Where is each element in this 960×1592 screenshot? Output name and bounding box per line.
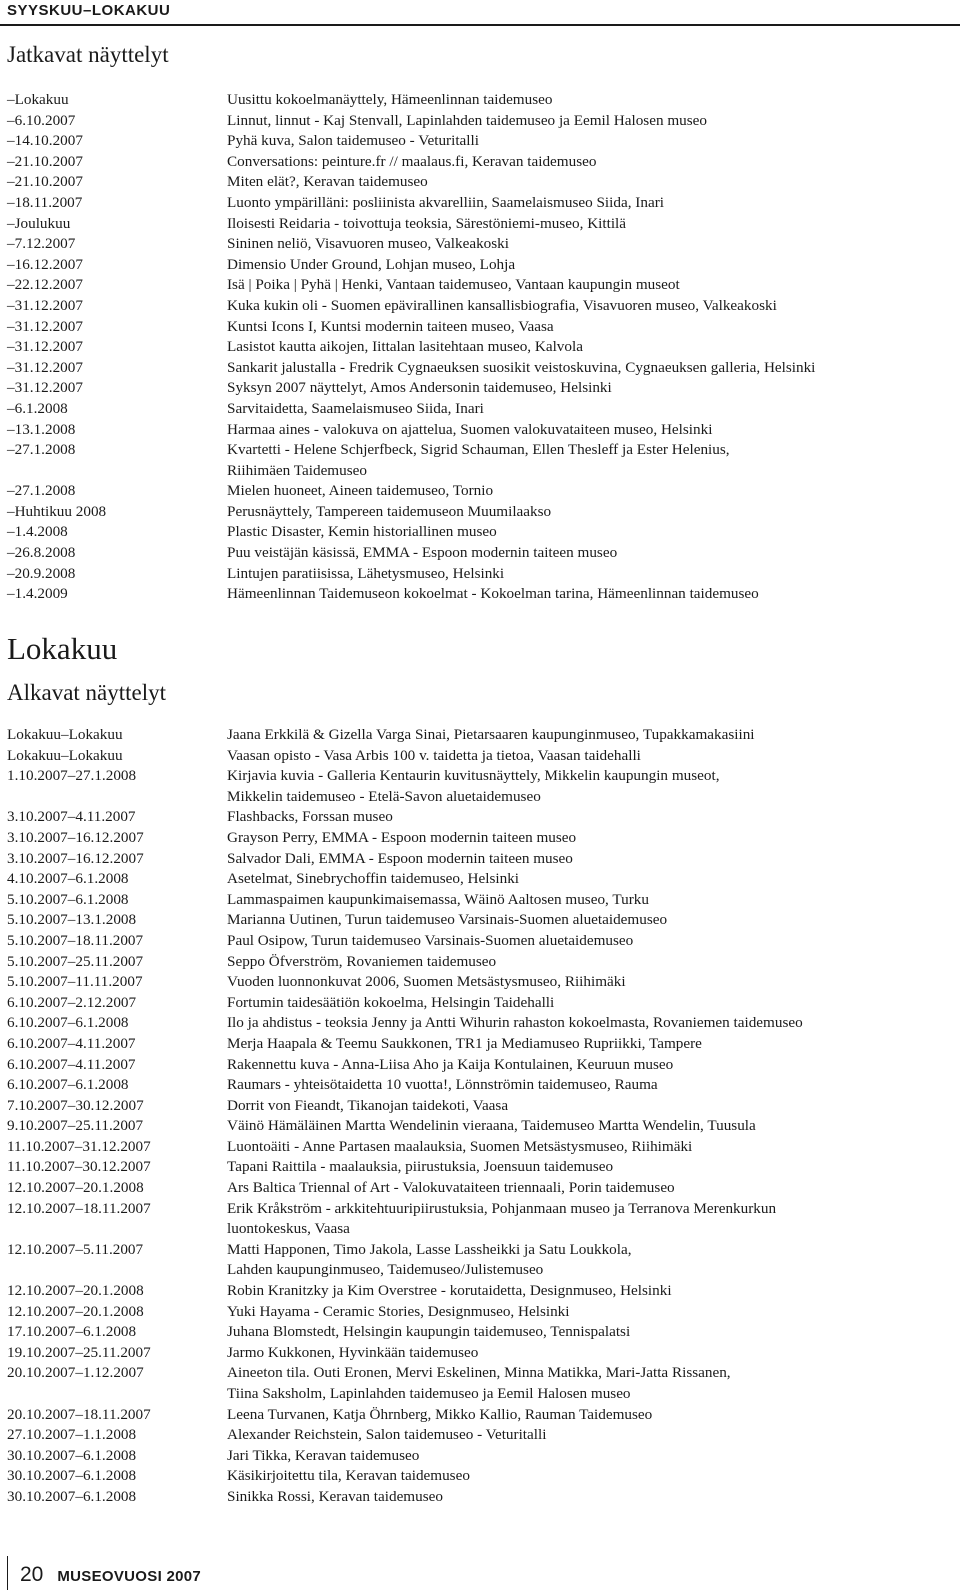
exhibition-description: Linnut, linnut - Kaj Stenvall, Lapinlahden taidemuseo ja Eemil Halosen museo	[227, 111, 707, 129]
exhibition-date: –21.10.2007	[7, 173, 83, 191]
starting-exhibitions-list	[7, 725, 952, 1508]
exhibition-date: –22.12.2007	[7, 276, 83, 294]
exhibition-row	[7, 378, 952, 399]
exhibition-row	[7, 1199, 952, 1240]
exhibition-date: 9.10.2007–25.11.2007	[7, 1117, 144, 1135]
exhibition-description: Paul Osipow, Turun taidemuseo Varsinais-Suomen aluetaidemuseo	[227, 931, 634, 949]
exhibition-row	[7, 1446, 952, 1467]
exhibition-row	[7, 172, 952, 193]
exhibition-row	[7, 358, 952, 379]
exhibition-row	[7, 1487, 952, 1508]
exhibition-description: Luonto ympärilläni: posliinista akvarelliin, Saamelaismuseo Siida, Inari	[227, 193, 664, 211]
exhibition-date: 17.10.2007–6.1.2008	[7, 1323, 137, 1341]
exhibition-description: Kirjavia kuvia - Galleria Kentaurin kuvitusnäyttely, Mikkelin kaupungin museot, Mikkelin taidemuseo - Etelä-Savon aluetaidemuseo	[227, 767, 720, 805]
exhibition-row	[7, 1157, 952, 1178]
exhibition-description: Alexander Reichstein, Salon taidemuseo - Veturitalli	[227, 1426, 547, 1444]
exhibition-date: 7.10.2007–30.12.2007	[7, 1096, 144, 1114]
publication-name: MUSEOVUOSI 2007	[57, 1568, 202, 1585]
exhibition-row	[7, 993, 952, 1014]
exhibition-description: Leena Turvanen, Katja Öhrnberg, Mikko Kallio, Rauman Taidemuseo	[227, 1405, 653, 1423]
exhibition-date: 5.10.2007–18.11.2007	[7, 931, 144, 949]
exhibition-description: Iloisesti Reidaria - toivottuja teoksia, Särestöniemi-museo, Kittilä	[227, 214, 627, 232]
exhibition-row	[7, 275, 952, 296]
exhibition-row	[7, 502, 952, 523]
exhibition-row	[7, 1075, 952, 1096]
exhibition-row	[7, 90, 952, 111]
exhibition-description: Ilo ja ahdistus - teoksia Jenny ja Antti Wihurin rahaston kokoelmasta, Rovaniemen taidemuseo	[227, 1014, 803, 1032]
exhibition-row	[7, 420, 952, 441]
exhibition-date: 6.10.2007–4.11.2007	[7, 1034, 136, 1052]
exhibition-description: Sininen neliö, Visavuoren museo, Valkeakoski	[227, 235, 509, 253]
exhibition-description: Sankarit jalustalla - Fredrik Cygnaeuksen suosikit veistoskuvina, Cygnaeuksen galleria, Helsinki	[227, 358, 816, 376]
exhibition-description: Flashbacks, Forssan museo	[227, 808, 393, 826]
exhibition-description: Lasistot kautta aikojen, Iittalan lasitehtaan museo, Kalvola	[227, 338, 583, 356]
exhibition-description: Väinö Hämäläinen Martta Wendelinin vieraana, Taidemuseo Martta Wendelin, Tuusula	[227, 1117, 756, 1135]
exhibition-date: 20.10.2007–1.12.2007	[7, 1364, 144, 1382]
exhibition-date: 5.10.2007–25.11.2007	[7, 952, 144, 970]
exhibition-row	[7, 1178, 952, 1199]
exhibition-date: –18.11.2007	[7, 193, 83, 211]
exhibition-row	[7, 807, 952, 828]
exhibition-date: –6.10.2007	[7, 111, 76, 129]
exhibition-row	[7, 1363, 952, 1404]
exhibition-date: –31.12.2007	[7, 296, 83, 314]
exhibition-date: –20.9.2008	[7, 564, 76, 582]
exhibition-description: Grayson Perry, EMMA - Espoon modernin taiteen museo	[227, 828, 577, 846]
exhibition-description: Marianna Uutinen, Turun taidemuseo Varsinais-Suomen aluetaidemuseo	[227, 911, 668, 929]
exhibition-description: Hämeenlinnan Taidemuseon kokoelmat - Kokoelman tarina, Hämeenlinnan taidemuseo	[227, 585, 759, 603]
continuing-section-title: Jatkavat näyttelyt	[7, 42, 169, 67]
exhibition-description: Rakennettu kuva - Anna-Liisa Aho ja Kaija Kontulainen, Keuruun museo	[227, 1055, 674, 1073]
exhibition-description: Merja Haapala & Teemu Saukkonen, TR1 ja Mediamuseo Rupriikki, Tampere	[227, 1034, 702, 1052]
exhibition-row	[7, 1240, 952, 1281]
exhibition-row	[7, 564, 952, 585]
exhibition-row	[7, 972, 952, 993]
exhibition-row	[7, 1466, 952, 1487]
exhibition-row	[7, 214, 952, 235]
exhibition-date: –21.10.2007	[7, 152, 83, 170]
exhibition-row	[7, 337, 952, 358]
exhibition-row	[7, 522, 952, 543]
exhibition-row	[7, 399, 952, 420]
exhibition-date: –13.1.2008	[7, 420, 76, 438]
exhibition-description: Dorrit von Fieandt, Tikanojan taidekoti, Vaasa	[227, 1096, 509, 1114]
exhibition-row	[7, 849, 952, 870]
exhibition-description: Miten elät?, Keravan taidemuseo	[227, 173, 428, 191]
exhibition-description: Erik Kråkström - arkkitehtuuripiirustuksia, Pohjanmaan museo ja Terranova Merenkurkun luontokeskus, Vaasa	[227, 1199, 777, 1238]
exhibition-description: Yuki Hayama - Ceramic Stories, Designmuseo, Helsinki	[227, 1302, 570, 1320]
page-number: 20	[20, 1563, 44, 1586]
exhibition-date: 30.10.2007–6.1.2008	[7, 1467, 137, 1485]
exhibition-description: Puu veistäjän käsissä, EMMA - Espoon modernin taiteen museo	[227, 544, 618, 562]
exhibition-description: Matti Happonen, Timo Jakola, Lasse Lassheikki ja Satu Loukkola, Lahden kaupunginmuseo, Taidemuseo/Julistemuseo	[227, 1240, 632, 1279]
exhibition-description: Isä | Poika | Pyhä | Henki, Vantaan taidemuseo, Vantaan kaupungin museot	[227, 276, 680, 294]
footer-rule	[7, 1556, 8, 1590]
exhibition-date: 20.10.2007–18.11.2007	[7, 1405, 151, 1423]
exhibition-description: Robin Kranitzky ja Kim Overstree - korutaidetta, Designmuseo, Helsinki	[227, 1282, 672, 1300]
exhibition-date: 5.10.2007–11.11.2007	[7, 973, 143, 991]
exhibition-row	[7, 317, 952, 338]
exhibition-row	[7, 1096, 952, 1117]
exhibition-description: Jarmo Kukkonen, Hyvinkään taidemuseo	[227, 1343, 479, 1361]
exhibition-description: Aineeton tila. Outi Eronen, Mervi Eskelinen, Minna Matikka, Mari-Jatta Rissanen, Tiina Saksholm, Lapinlahden taidemuseo ja Eemil Halosen museo	[227, 1364, 731, 1402]
exhibition-row	[7, 440, 952, 481]
exhibition-row	[7, 890, 952, 911]
exhibition-description: Jaana Erkkilä & Gizella Varga Sinai, Pietarsaaren kaupunginmuseo, Tupakkamakasiini	[227, 726, 755, 743]
exhibition-row	[7, 828, 952, 849]
exhibition-description: Mielen huoneet, Aineen taidemuseo, Tornio	[227, 482, 494, 500]
exhibition-description: Jari Tikka, Keravan taidemuseo	[227, 1446, 420, 1464]
exhibition-row	[7, 1322, 952, 1343]
exhibition-date: –31.12.2007	[7, 379, 83, 397]
exhibition-row	[7, 1055, 952, 1076]
exhibition-date: –Lokakuu	[7, 91, 69, 108]
exhibition-date: –27.1.2008	[7, 441, 76, 459]
exhibition-row	[7, 255, 952, 276]
exhibition-description: Kvartetti - Helene Schjerfbeck, Sigrid Schauman, Ellen Thesleff ja Ester Helenius, Riihimäen Taidemuseo	[227, 441, 730, 479]
exhibition-row	[7, 234, 952, 255]
exhibition-row	[7, 1281, 952, 1302]
exhibition-date: Lokakuu–Lokakuu	[7, 746, 123, 764]
exhibition-row	[7, 584, 952, 605]
exhibition-row	[7, 131, 952, 152]
exhibition-date: 30.10.2007–6.1.2008	[7, 1487, 137, 1505]
exhibition-row	[7, 1013, 952, 1034]
exhibition-date: –31.12.2007	[7, 358, 83, 376]
exhibition-description: Käsikirjoitettu tila, Keravan taidemuseo	[227, 1467, 470, 1485]
exhibition-date: 5.10.2007–13.1.2008	[7, 911, 137, 929]
exhibition-date: –31.12.2007	[7, 338, 83, 356]
exhibition-description: Kuka kukin oli - Suomen epävirallinen kansallisbiografia, Visavuoren museo, Valkeakoski	[227, 296, 777, 314]
exhibition-date: 3.10.2007–16.12.2007	[7, 849, 144, 867]
page-footer	[20, 1563, 201, 1587]
exhibition-description: Vuoden luonnonkuvat 2006, Suomen Metsästysmuseo, Riihimäki	[227, 973, 626, 991]
exhibition-date: Lokakuu–Lokakuu	[7, 726, 123, 743]
exhibition-description: Conversations: peinture.fr // maalaus.fi, Keravan taidemuseo	[227, 152, 597, 170]
exhibition-row	[7, 1116, 952, 1137]
exhibition-date: 3.10.2007–4.11.2007	[7, 808, 136, 826]
exhibition-date: 3.10.2007–16.12.2007	[7, 828, 144, 846]
exhibition-row	[7, 481, 952, 502]
exhibition-row	[7, 1302, 952, 1323]
exhibition-date: 6.10.2007–2.12.2007	[7, 993, 137, 1011]
exhibition-row	[7, 296, 952, 317]
exhibition-date: 5.10.2007–6.1.2008	[7, 890, 129, 908]
exhibition-row	[7, 193, 952, 214]
exhibition-row	[7, 1405, 952, 1426]
exhibition-description: Sarvitaidetta, Saamelaismuseo Siida, Inari	[227, 399, 484, 417]
exhibition-description: Salvador Dali, EMMA - Espoon modernin taiteen museo	[227, 849, 573, 867]
exhibition-row	[7, 1034, 952, 1055]
exhibition-description: Fortumin taidesäätiön kokoelma, Helsingin Taidehalli	[227, 993, 555, 1011]
exhibition-row	[7, 746, 952, 767]
exhibition-date: –31.12.2007	[7, 317, 83, 335]
exhibition-row	[7, 910, 952, 931]
exhibition-date: –Huhtikuu 2008	[7, 502, 107, 520]
exhibition-description: Luontoäiti - Anne Partasen maalauksia, Suomen Metsästysmuseo, Riihimäki	[227, 1137, 693, 1155]
exhibition-row	[7, 1425, 952, 1446]
exhibition-date: 12.10.2007–20.1.2008	[7, 1282, 144, 1300]
exhibition-description: Kuntsi Icons I, Kuntsi modernin taiteen museo, Vaasa	[227, 317, 554, 335]
exhibition-date: 12.10.2007–20.1.2008	[7, 1179, 144, 1197]
exhibition-date: –16.12.2007	[7, 255, 83, 273]
exhibition-description: Sinikka Rossi, Keravan taidemuseo	[227, 1487, 443, 1505]
exhibition-description: Seppo Öfverström, Rovaniemen taidemuseo	[227, 952, 497, 970]
exhibition-description: Vaasan opisto - Vasa Arbis 100 v. taidetta ja tietoa, Vaasan taidehalli	[227, 746, 641, 764]
exhibition-row	[7, 111, 952, 132]
exhibition-description: Lammaspaimen kaupunkimaisemassa, Wäinö Aaltosen museo, Turku	[227, 890, 649, 908]
exhibition-date: 11.10.2007–31.12.2007	[7, 1137, 151, 1155]
exhibition-description: Tapani Raittila - maalauksia, piirustuksia, Joensuun taidemuseo	[227, 1158, 614, 1176]
exhibition-row	[7, 543, 952, 564]
running-header: SYYSKUU–LOKAKUU	[7, 2, 171, 19]
exhibition-description: Uusittu kokoelmanäyttely, Hämeenlinnan taidemuseo	[227, 91, 553, 108]
exhibition-date: –1.4.2009	[7, 585, 68, 603]
starting-section-title: Alkavat näyttelyt	[7, 680, 167, 705]
exhibition-row	[7, 952, 952, 973]
exhibition-row	[7, 152, 952, 173]
continuing-exhibitions-list	[7, 90, 952, 605]
exhibition-date: 12.10.2007–20.1.2008	[7, 1302, 144, 1320]
exhibition-date: –26.8.2008	[7, 544, 76, 562]
exhibition-date: 6.10.2007–6.1.2008	[7, 1076, 129, 1094]
exhibition-description: Plastic Disaster, Kemin historiallinen museo	[227, 523, 497, 541]
exhibition-date: –1.4.2008	[7, 523, 68, 541]
exhibition-date: 4.10.2007–6.1.2008	[7, 870, 129, 888]
exhibition-date: 12.10.2007–5.11.2007	[7, 1240, 144, 1258]
exhibition-description: Perusnäyttely, Tampereen taidemuseon Muumilaakso	[227, 502, 552, 520]
exhibition-description: Asetelmat, Sinebrychoffin taidemuseo, Helsinki	[227, 870, 520, 888]
exhibition-row	[7, 1343, 952, 1364]
exhibition-date: 19.10.2007–25.11.2007	[7, 1343, 151, 1361]
exhibition-description: Syksyn 2007 näyttelyt, Amos Andersonin taidemuseo, Helsinki	[227, 379, 612, 397]
exhibition-date: 27.10.2007–1.1.2008	[7, 1426, 137, 1444]
exhibition-row	[7, 725, 952, 746]
exhibition-date: –6.1.2008	[7, 399, 68, 417]
exhibition-date: 11.10.2007–30.12.2007	[7, 1158, 151, 1176]
exhibition-row	[7, 1137, 952, 1158]
exhibition-date: 12.10.2007–18.11.2007	[7, 1199, 151, 1217]
exhibition-description: Juhana Blomstedt, Helsingin kaupungin taidemuseo, Tennispalatsi	[227, 1323, 631, 1341]
exhibition-date: –Joulukuu	[7, 214, 71, 232]
exhibition-description: Dimensio Under Ground, Lohjan museo, Lohja	[227, 255, 516, 273]
exhibition-date: 6.10.2007–4.11.2007	[7, 1055, 136, 1073]
exhibition-row	[7, 766, 952, 807]
header-rule	[0, 24, 960, 26]
exhibition-description: Harmaa aines - valokuva on ajattelua, Suomen valokuvataiteen museo, Helsinki	[227, 420, 713, 438]
exhibition-date: –27.1.2008	[7, 482, 76, 500]
exhibition-description: Ars Baltica Triennal of Art - Valokuvataiteen triennaali, Porin taidemuseo	[227, 1179, 675, 1197]
exhibition-date: –7.12.2007	[7, 235, 76, 253]
exhibition-row	[7, 931, 952, 952]
exhibition-date: –14.10.2007	[7, 132, 83, 150]
exhibition-description: Pyhä kuva, Salon taidemuseo - Veturitalli	[227, 132, 479, 150]
exhibition-row	[7, 869, 952, 890]
exhibition-date: 6.10.2007–6.1.2008	[7, 1014, 129, 1032]
exhibition-description: Lintujen paratiisissa, Lähetysmuseo, Helsinki	[227, 564, 505, 582]
exhibition-description: Raumars - yhteisötaidetta 10 vuotta!, Lönnströmin taidemuseo, Rauma	[227, 1076, 658, 1094]
exhibition-date: 30.10.2007–6.1.2008	[7, 1446, 137, 1464]
exhibition-date: 1.10.2007–27.1.2008	[7, 767, 137, 785]
month-title: Lokakuu	[7, 631, 118, 666]
